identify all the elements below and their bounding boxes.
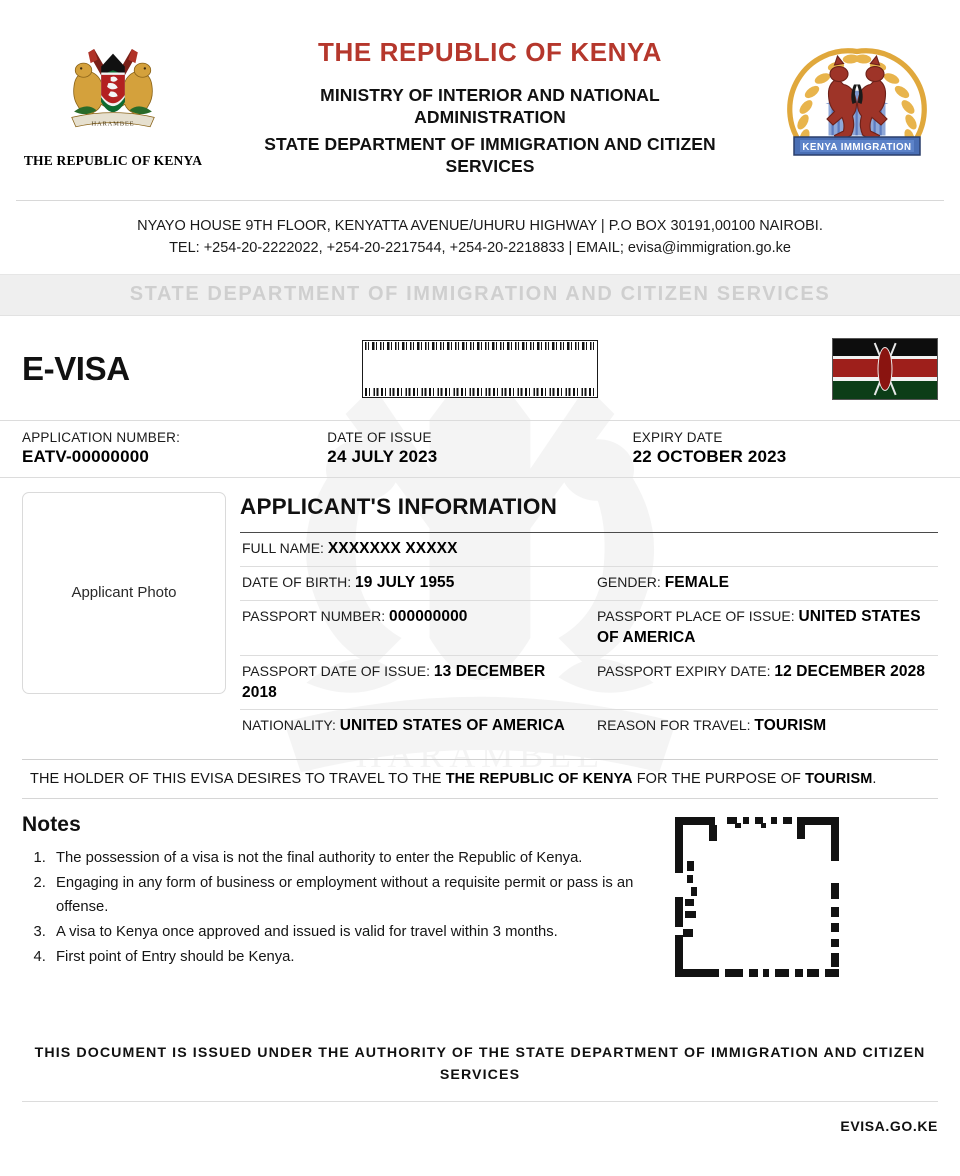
evisa-strip: [0, 316, 960, 420]
table-row: [240, 532, 938, 566]
department-line-1: STATE DEPARTMENT OF IMMIGRATION AND CITIZEN: [264, 133, 716, 154]
applicant-photo-label: Applicant Photo: [71, 584, 177, 602]
seal-banner-text: KENYA IMMIGRATION: [802, 141, 912, 153]
barcode-top-row: [365, 342, 595, 350]
date-of-issue-cell: [327, 430, 632, 467]
reason-for-travel-value: TOURISM: [754, 717, 827, 735]
expiry-date-value: 22 OCTOBER 2023: [632, 446, 787, 466]
pdf417-barcode: [362, 340, 598, 398]
table-row: [240, 600, 938, 655]
notes-column: [22, 813, 662, 971]
full-name-label: FULL NAME:: [242, 539, 324, 556]
evisa-label: E-VISA: [22, 349, 130, 387]
table-row: [240, 655, 938, 710]
applicant-photo-placeholder: [22, 492, 226, 694]
contact-block: [0, 201, 960, 274]
nationality-cell: [240, 710, 589, 743]
application-number-value: EATV-00000000: [22, 446, 150, 466]
table-row: [240, 566, 938, 600]
purpose-reason: TOURISM: [805, 771, 873, 788]
passport-number-label: PASSPORT NUMBER:: [242, 607, 386, 624]
date-of-issue-label: DATE OF ISSUE: [327, 429, 432, 445]
application-number-cell: [22, 430, 327, 467]
authority-statement: [0, 1042, 960, 1101]
immigration-seal-block: [772, 30, 942, 182]
dob-cell: [240, 566, 589, 600]
notes-list: [50, 847, 662, 970]
passport-number-value: 000000000: [389, 607, 468, 625]
passport-place-cell: [589, 600, 938, 655]
full-name-cell: [240, 532, 938, 566]
flag-shield: [878, 347, 893, 391]
dob-value: 19 JULY 1955: [355, 573, 455, 591]
reason-for-travel-cell: [589, 710, 938, 743]
passport-expiry-value: 12 DECEMBER 2028: [774, 662, 926, 680]
applicant-info-block: [240, 492, 938, 743]
contact-address: NYAYO HOUSE 9TH FLOOR, KENYATTA AVENUE/UHURU HIGHWAY | P.O BOX 30191,00100 NAIROBI.: [137, 218, 823, 234]
passport-place-value: UNITED STATES OF AMERICA: [597, 607, 921, 646]
purpose-prefix: THE HOLDER OF THIS EVISA DESIRES TO TRAVEL TO THE: [30, 771, 446, 788]
passport-place-label: PASSPORT PLACE OF ISSUE:: [597, 607, 795, 624]
applicant-info-table: [240, 532, 938, 743]
gender-cell: [589, 566, 938, 600]
authority-line-1: THIS DOCUMENT IS ISSUED UNDER THE AUTHORITY OF THE STATE DEPARTMENT OF IMMIGRATION AND CITIZEN: [34, 1044, 926, 1061]
applicant-info-title: APPLICANT'S INFORMATION: [240, 493, 558, 519]
expiry-date-label: EXPIRY DATE: [632, 429, 723, 445]
page-title: THE REPUBLIC OF KENYA: [318, 37, 662, 67]
qr-column: [662, 813, 852, 983]
passport-issue-cell: [240, 655, 589, 710]
list-item: 3. A visa to Kenya once approved and issued is valid for travel within 3 months.: [50, 921, 662, 945]
document-header: [0, 0, 960, 188]
passport-expiry-cell: [589, 655, 938, 710]
application-number-label: APPLICATION NUMBER:: [22, 429, 181, 445]
list-item: 2. Engaging in any form of business or employment without a requisite permit or pass is an offense.: [50, 872, 662, 920]
department-line-2: SERVICES: [445, 156, 535, 177]
table-row: [240, 710, 938, 743]
coat-of-arms-block: [18, 30, 208, 169]
visa-meta-row: [0, 420, 960, 478]
list-item: 4. First point of Entry should be Kenya.: [50, 946, 662, 970]
list-item: 1. The possession of a visa is not the final authority to enter the Republic of Kenya.: [50, 847, 662, 871]
notes-area: [0, 799, 960, 983]
kenya-coat-of-arms-icon: [53, 36, 173, 148]
document-footer: [0, 1042, 960, 1176]
passport-issue-value: 13 DECEMBER 2018: [242, 662, 546, 701]
date-of-issue-value: 24 JULY 2023: [327, 446, 438, 466]
purpose-middle: FOR THE PURPOSE OF: [632, 771, 806, 788]
notes-heading: Notes: [22, 813, 81, 837]
kenya-immigration-seal-icon: [782, 32, 932, 182]
contact-phone-email: TEL: +254-20-2222022, +254-20-2217544, +254-20-2218833 | EMAIL; evisa@immigration.go.ke: [169, 240, 791, 257]
purpose-suffix: .: [872, 771, 877, 788]
gender-value: FEMALE: [664, 573, 730, 591]
header-titles: [208, 30, 772, 177]
nationality-value: UNITED STATES OF AMERICA: [339, 717, 565, 735]
qr-code: [675, 817, 839, 983]
expiry-date-cell: [633, 430, 938, 467]
ministry-line-1: MINISTRY OF INTERIOR AND NATIONAL: [320, 84, 660, 105]
department-band: STATE DEPARTMENT OF IMMIGRATION AND CITIZEN SERVICES: [0, 274, 960, 316]
evisa-website-url: EVISA.GO.KE: [840, 1118, 938, 1134]
full-name-value: XXXXXXX XXXXX: [327, 539, 458, 557]
applicant-section: [0, 478, 960, 743]
dob-label: DATE OF BIRTH:: [242, 573, 352, 590]
travel-purpose-statement: [22, 759, 938, 799]
barcode-bottom-row: [365, 388, 595, 396]
kenya-flag-icon: [832, 338, 938, 400]
svg-text:HARAMBEE: HARAMBEE: [355, 734, 605, 775]
passport-number-cell: [240, 600, 589, 655]
authority-line-2: SERVICES: [439, 1067, 521, 1084]
passport-issue-label: PASSPORT DATE OF ISSUE:: [242, 662, 431, 679]
ministry-line-2: ADMINISTRATION: [414, 107, 566, 128]
nationality-label: NATIONALITY:: [242, 717, 336, 734]
passport-expiry-label: PASSPORT EXPIRY DATE:: [597, 662, 771, 679]
purpose-country: THE REPUBLIC OF KENYA: [445, 771, 633, 788]
svg-text:HARAMBEE: HARAMBEE: [91, 120, 135, 128]
gender-label: GENDER:: [597, 573, 661, 590]
reason-for-travel-label: REASON FOR TRAVEL:: [597, 717, 751, 734]
coat-of-arms-caption: THE REPUBLIC OF KENYA: [23, 153, 203, 168]
flag-container: [828, 338, 938, 400]
